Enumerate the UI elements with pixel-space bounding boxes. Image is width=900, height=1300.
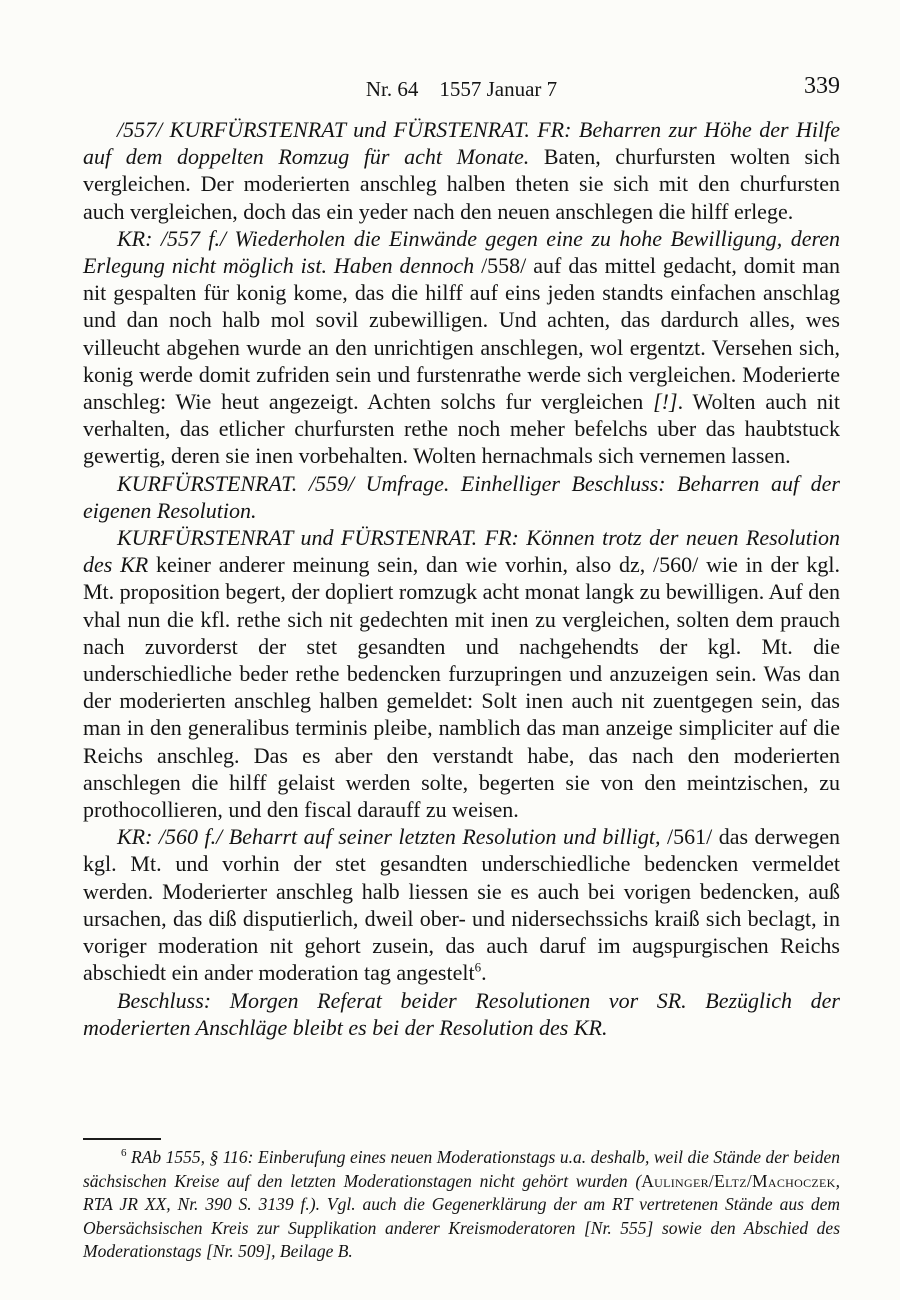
body-paragraph — [83, 823, 840, 986]
body-paragraph — [83, 524, 840, 823]
body-paragraph — [83, 225, 840, 470]
body-paragraph — [83, 987, 840, 1041]
footnote-separator — [83, 1138, 161, 1140]
page-number: 339 — [804, 73, 840, 99]
running-title: Nr. 64 1557 Januar 7 — [365, 77, 558, 101]
text-segment: RAb 1555, § 116: Einberufung eines neuen Moderationstags u.a. deshalb, weil die Stände der beiden sächsischen Kreise auf den letzten Moderationstagen nicht gehört wurden ( — [83, 1147, 840, 1191]
text-segment: /561/ das derwegen kgl. Mt. und vorhin der stet gesandten underschiedliche bedencken vermeldet werden. Moderierter anschleg halb liessen sie es auch bei vorigen bedencken, auß ursachen, das diß disputierlich, dweil ober- und nidersechssichs kraiß sich beclagt, in voriger moderation nit gehort zusein, das auch daruf im augspurgischen Reichs abschiedt ein ander moderation tag angestelt — [83, 824, 841, 986]
text-segment: KURFÜRSTENRAT. /559/ Umfrage. Einhelliger Beschluss: Beharren auf der eigenen Resolution. — [83, 470, 840, 523]
text-segment: , RTA JR XX, Nr. 390 S. 3139 f.). Vgl. auch die Gegenerklärung der am RT vertretenen Stände aus dem Obersächsischen Kreis zur Supplikation anderer Kreismoderatoren [Nr. 555] sowie den Abschied des Moderationstags [Nr. 509], Beilage B. — [83, 1170, 840, 1261]
text-segment: Beschluss: Morgen Referat beider Resolutionen vor SR. Bezüglich der moderierten Anschläge bleibt es bei der Resolution des KR. — [83, 987, 840, 1040]
text-segment: KR: /560 f./ Beharrt auf seiner letzten Resolution und billigt, — [117, 824, 667, 850]
text-segment: Baten, churfursten wolten sich vergleichen. Der moderierten anschleg halben theten sie sich mit den churfursten auch vergleichen, doch das ein yeder nach den neuen anschlegen die hilff erlege. — [83, 144, 840, 224]
body-paragraph — [83, 470, 840, 524]
page-header — [83, 73, 840, 106]
footnote-block — [83, 1138, 840, 1264]
text-segment: /557/ KURFÜRSTENRAT und FÜRSTENRAT. FR: Beharren zur Höhe der Hilfe auf dem doppelten Romzug für acht Monate. — [83, 117, 840, 170]
text-segment: [!] — [653, 389, 678, 415]
footnote-marker: 6 — [121, 1147, 127, 1160]
text-segment: /558/ auf das mittel gedacht, domit man nit gespalten für konig kome, das die hilff auf eins jeden standts einfachen anschlag und dan noch halb mol sovil zubewilligen. Und achten, das dardurch alles, wes villeucht abgehen wurde an den unrichtigen anschlegen, wol ergentzt. Versehen sich, konig werde domit zufriden sein und furstenrathe werde sich vergleichen. Moderierte anschleg: Wie heut angezeigt. Achten solchs fur vergleichen — [83, 253, 840, 415]
text-segment: . — [481, 960, 487, 986]
main-text-block — [83, 116, 840, 1041]
text-segment: . Wolten auch nit verhalten, das etlicher churfursten rethe noch meher befelchs uber das haubtstuck gewertig, deren sie inen vorbehalten. Wolten hernachmals sich vernemen lassen. — [83, 389, 840, 469]
footnote-text — [83, 1146, 840, 1264]
text-segment: keiner anderer meinung sein, dan wie vorhin, also dz, /560/ wie in der kgl. Mt. proposition begert, der dopliert romzugk acht monat langk zu bewilligen. Auf den vhal nun die kfl. rethe sich nit gedechten mit inen zu vergleichen, solten dem prauch nach zuvorderst der stet gesandten und nachgehendts der kgl. Mt. die underschiedliche beder rethe bedencken furzupringen und anzuzeigen sein. Was dan der moderierten anschleg halben gemeldet: Solt inen auch nit zuentgegen sein, das man in den generalibus terminis pleibe, namblich das man anzeige simpliciter auf die Reichs anschleg. Das es aber den verstandt habe, das nach den moderierten anschlegen die hilff gelaist werden solte, begerten sie von den meintzischen, zu prothocollieren, und den fiscal darauff zu weisen. — [83, 552, 840, 823]
footnote-reference: 6 — [474, 959, 482, 975]
body-paragraph — [83, 116, 840, 225]
text-segment: Aulinger/Eltz/Machoczek — [641, 1170, 836, 1191]
text-segment: KR: /557 f./ Wiederholen die Einwände gegen eine zu hohe Bewilligung, deren Erlegung nicht möglich ist. Haben dennoch — [83, 225, 840, 279]
text-segment: KURFÜRSTENRAT und FÜRSTENRAT. FR: Können trotz der neuen Resolution des KR — [83, 525, 840, 578]
